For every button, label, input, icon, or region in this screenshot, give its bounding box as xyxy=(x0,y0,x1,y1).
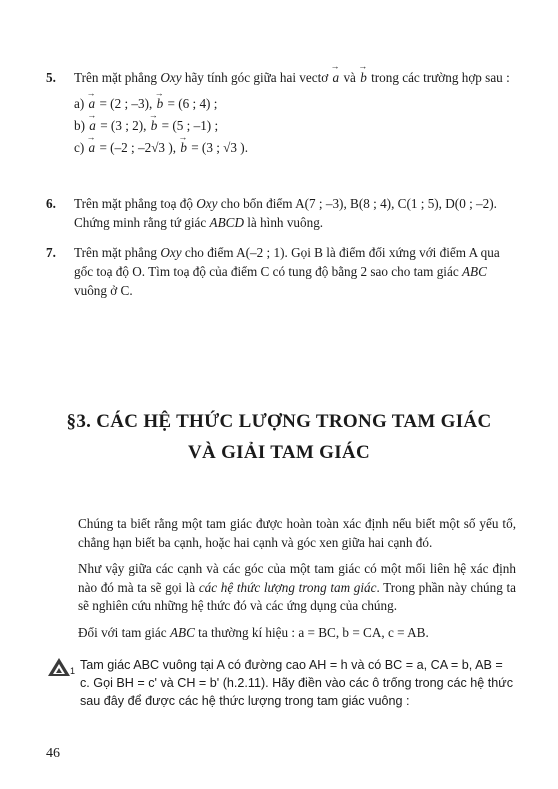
exercise-number: 6. xyxy=(46,196,56,211)
exercise-text: Trên mặt phẳng Oxy hãy tính góc giữa hai vectơ → a và → b trong các trường hợp sau : xyxy=(74,68,516,87)
section-title-line-2: VÀ GIẢI TAM GIÁC xyxy=(188,442,370,463)
activity-text: Tam giác ABC vuông tại A có đường cao AH = h và có BC = a, CA = b, AB = c. Gọi BH = c' và CH = b' (h.2.11). Hãy điền vào các ô trống trong các hệ thức sau đây để được các hệ thức lượng trong tam giác vuông : xyxy=(80,658,514,708)
exercise-7 xyxy=(46,243,516,300)
sub-items xyxy=(74,93,516,159)
exercise-5 xyxy=(46,68,516,159)
intro-paragraph-1: Chúng ta biết rằng một tam giác được hoàn toàn xác định nếu biết một số yếu tố, chẳng hạn biết ba cạnh, hoặc hai cạnh và góc xen giữa hai cạnh đó. xyxy=(78,516,516,550)
section-title-line-1: §3. CÁC HỆ THỨC LƯỢNG TRONG TAM GIÁC xyxy=(66,411,492,432)
section-intro xyxy=(78,515,516,650)
exercise-6 xyxy=(46,194,516,232)
activity-1 xyxy=(46,656,516,710)
sub-item-c: c) → a = (–2 ; –2√3 ), → b = (3 ; √3 ). xyxy=(74,137,516,159)
intro-paragraph-3: Đối với tam giác ABC ta thường kí hiệu : a = BC, b = CA, c = AB. xyxy=(78,624,429,640)
sub-item-a: a) → a = (2 ; –3), → b = (6 ; 4) ; xyxy=(74,93,516,115)
vector-a: → a xyxy=(332,68,341,87)
sub-item-b: b) → a = (3 ; 2), → b = (5 ; –1) ; xyxy=(74,115,516,137)
vector-b: → b xyxy=(359,68,368,87)
exercise-number: 5. xyxy=(46,70,56,85)
exercise-text: Trên mặt phẳng toạ độ Oxy cho bốn điểm A(7 ; –3), B(8 ; 4), C(1 ; 5), D(0 ; –2). xyxy=(74,196,497,211)
intro-paragraph-2: Như vậy giữa các cạnh và các góc của một tam giác có một mối liên hệ xác định nào đó mà ta sẽ gọi là các hệ thức lượng trong tam giác. Trong phần này chúng ta sẽ nghiên cứu những hệ thức đó và các ứng dụng của chúng. xyxy=(78,561,516,613)
exercise-number: 7. xyxy=(46,245,56,260)
exercise-text-line-2: Chứng minh rằng tứ giác ABCD là hình vuông. xyxy=(74,215,324,230)
page-number: 46 xyxy=(46,746,60,761)
exercise-text: Trên mặt phẳng Oxy cho điểm A(–2 ; 1). Gọi B là điểm đối xứng với điểm A qua gốc toạ độ O. Tìm toạ độ của điểm C có tung độ bằng 2 sao cho tam giác ABC vuông ở C. xyxy=(74,245,500,298)
activity-number: 1 xyxy=(70,666,76,676)
